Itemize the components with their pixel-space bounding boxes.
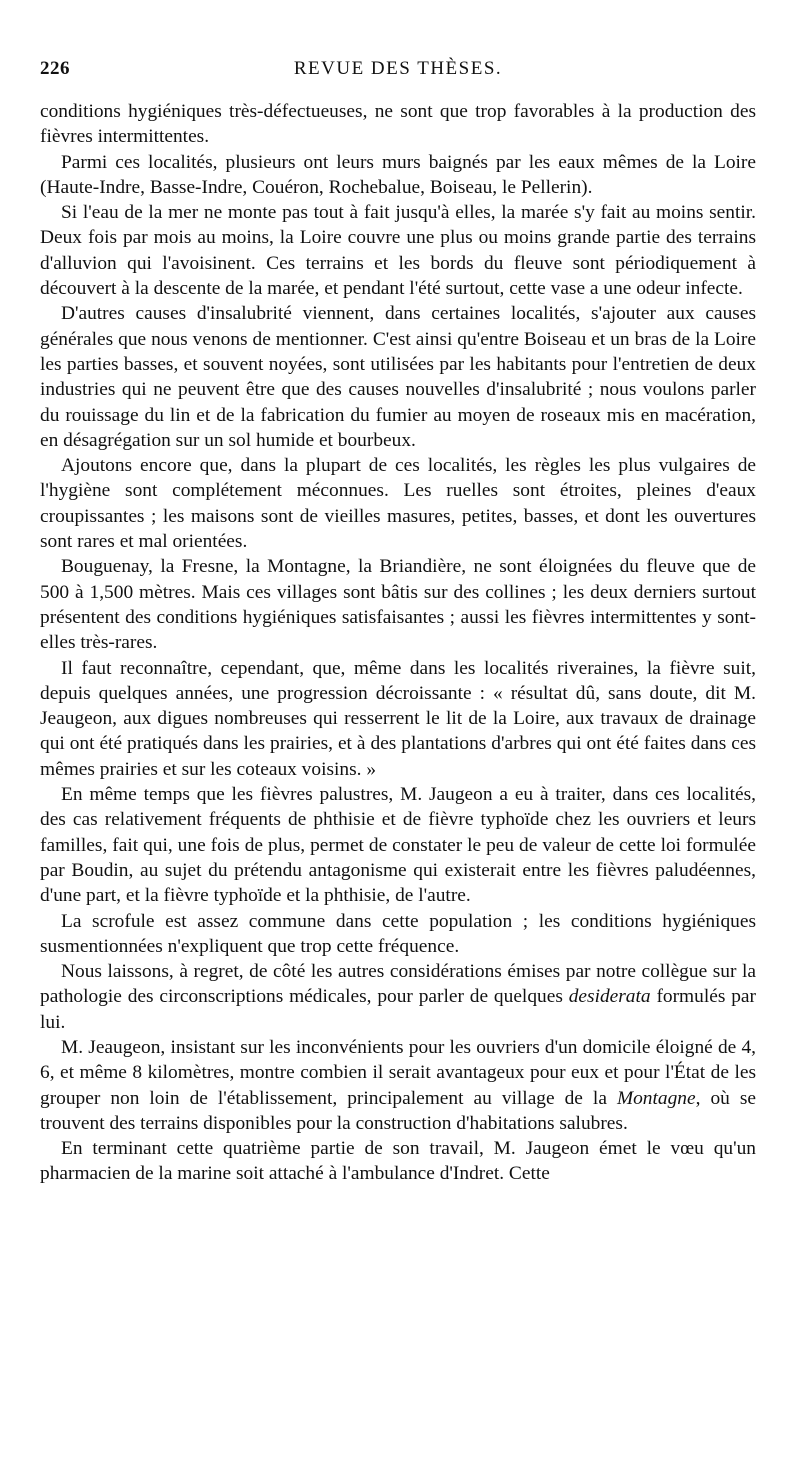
paragraph xyxy=(40,301,756,453)
paragraph xyxy=(40,200,756,301)
paragraph xyxy=(40,99,756,150)
paragraph-text: Ajoutons encore que, dans la plupart de ces localités, les règles les plus vulgaires de l'hygiène sont complétement méconnues. Les ruelles sont étroites, pleines d'eaux croupissantes ; les maisons sont de vieilles masures, petites, basses, et dont les ouvertures sont rares et mal orientées. xyxy=(40,455,756,553)
paragraph-text: formulés par lui. xyxy=(40,986,756,1033)
paragraph xyxy=(40,782,756,908)
body-text xyxy=(40,99,756,1187)
running-head xyxy=(40,58,756,88)
paragraph-text: En même temps que les fièvres palustres, M. Jaugeon a eu à traiter, dans ces localités, des cas relativement fréquents de phthisie et de fièvre typhoïde chez les ouvriers et leurs familles, fait qui, une fois de plus, permet de constater le peu de valeur de cette loi formulée par Boudin, au sujet du prétendu antagonisme qui existerait entre les fièvres paludéennes, d'une part, et la fièvre typhoïde et la phthisie, de l'autre. xyxy=(40,784,756,907)
paragraph-text: M. Jeaugeon, insistant sur les inconvénients pour les ouvriers d'un domicile éloigné de 4, 6, et même 8 kilomètres, montre combien il serait avantageux pour eux et pour l'État de les grouper non loin de l'établissement, principalement au village de la xyxy=(40,1036,756,1109)
paragraph xyxy=(40,453,756,554)
paragraph xyxy=(40,150,756,201)
page xyxy=(40,58,756,1187)
paragraph-text: conditions hygiéniques très-défectueuses, ne sont que trop favorables à la production des fièvres intermittentes. xyxy=(40,101,756,148)
paragraph-text: , où se trouvent des terrains disponibles pour la construction d'habitations salubres. xyxy=(40,1087,757,1134)
paragraph-text: Il faut reconnaître, cependant, que, même dans les localités riveraines, la fièvre suit, depuis quelques années, une progression décroissante : « résultat dû, sans doute, dit M. Jeaugeon, aux digues nombreuses qui resserrent le lit de la Loire, aux travaux de drainage qui ont été pratiqués dans les prairies, et à des plantations d'arbres qui ont été faites dans ces mêmes prairies et sur les coteaux voisins. » xyxy=(40,657,756,780)
paragraph-text: Nous laissons, à regret, de côté les autres considérations émises par notre collègue sur la pathologie des circonscriptions médicales, pour parler de quelques xyxy=(40,961,756,1008)
paragraph-text: Parmi ces localités, plusieurs ont leurs murs baignés par les eaux mêmes de la Loire (Haute-Indre, Basse-Indre, Couéron, Rochebalue, Boiseau, le Pellerin). xyxy=(40,151,756,198)
italic-text: desiderata xyxy=(568,986,651,1008)
italic-text: Montagne xyxy=(616,1087,696,1109)
running-title: REVUE DES THÈSES. xyxy=(293,58,503,79)
paragraph-text: Bouguenay, la Fresne, la Montagne, la Briandière, ne sont éloignées du fleuve que de 500 à 1,500 mètres. Mais ces villages sont bâtis sur des collines ; les deux derniers surtout présentent des conditions hygiéniques satisfaisantes ; aussi les fièvres intermittentes y sont-elles très-rares. xyxy=(40,556,756,654)
paragraph-text: En terminant cette quatrième partie de son travail, M. Jaugeon émet le vœu qu'un pharmacien de la marine soit attaché à l'ambulance d'Indret. Cette xyxy=(40,1138,756,1185)
page-number: 226 xyxy=(40,58,70,79)
paragraph xyxy=(40,656,756,782)
paragraph xyxy=(40,909,756,960)
paragraph xyxy=(40,1035,756,1136)
paragraph xyxy=(40,959,756,1035)
paragraph xyxy=(40,554,756,655)
paragraph-text: D'autres causes d'insalubrité viennent, dans certaines localités, s'ajouter aux causes générales que nous venons de mentionner. C'est ainsi qu'entre Boiseau et un bras de la Loire les parties basses, et souvent noyées, sont utilisées par les habitants pour l'entretien de deux industries qui ne peuvent être que des causes nouvelles d'insalubrité ; nous voulons parler du rouissage du lin et de la fabrication du fumier au moyen de roseaux mis en macération, en désagrégation sur un sol humide et bourbeux. xyxy=(40,303,756,451)
paragraph xyxy=(40,1136,756,1187)
paragraph-text: Si l'eau de la mer ne monte pas tout à fait jusqu'à elles, la marée s'y fait au moins sentir. Deux fois par mois au moins, la Loire couvre une plus ou moins grande partie des terrains d'alluvion qui l'avoisinent. Ces terrains et les bords du fleuve sont périodiquement à découvert à la descente de la marée, et pendant l'été surtout, cette vase a une odeur infecte. xyxy=(40,202,756,300)
paragraph-text: La scrofule est assez commune dans cette population ; les conditions hygiéniques susmentionnées n'expliquent que trop cette fréquence. xyxy=(40,910,756,957)
